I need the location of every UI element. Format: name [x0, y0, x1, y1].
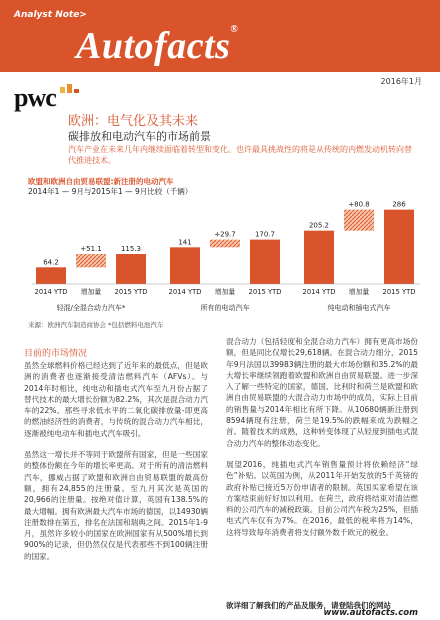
bar-increase	[76, 254, 106, 267]
bar	[250, 240, 280, 284]
bar	[116, 254, 146, 284]
tick-label: 2015 YTD	[248, 288, 282, 296]
publish-date: 2016年1月	[380, 77, 422, 86]
tick-label: 2015 YTD	[114, 288, 148, 296]
brand-underline	[168, 70, 418, 72]
banner-corner	[0, 56, 60, 72]
data-label: 170.7	[254, 230, 276, 239]
chart-subtitle: 2014年1 — 9月与2015年1 — 9月比较（千辆）	[28, 187, 193, 196]
tick-label: 增加量	[214, 288, 236, 296]
bar-increase	[210, 240, 240, 248]
article-subtitle: 碳排放和电动汽车的市场前景	[68, 130, 211, 143]
data-label: 64.2	[43, 258, 59, 267]
bar	[170, 247, 200, 284]
left-column	[24, 360, 208, 572]
group-label: 轻混/全混合动力汽车*	[56, 304, 126, 312]
tick-label: 2014 YTD	[302, 288, 336, 296]
tick-label: 2015 YTD	[382, 288, 416, 296]
bar	[304, 231, 334, 284]
data-label: +80.8	[348, 200, 370, 209]
paragraph: 虽然全球燃料价格已经达到了近年来的最低点，但是欧洲的消费者也逐渐接受清洁燃料汽车（AFVs）。与2014年时相比，纯电动和插电式汽车至九月份占据了替代技术的最大增长份额为82.2%，其次是混合动力汽车的22%。那些寻求低水平的二氧化碳排放量-即更高的燃油经济性的消费者，与传统的混合动力汽车相比，逐渐被纯电动车和插电式汽车吸引。	[24, 361, 208, 438]
analyst-note-label: Analyst Note>	[14, 10, 87, 20]
group-label: 所有的电动汽车	[200, 304, 250, 312]
tick-label: 2014 YTD	[168, 288, 202, 296]
tick-label: 增加量	[80, 288, 102, 296]
bar	[36, 267, 66, 284]
brand-title: Autofacts®	[76, 24, 239, 67]
footer-cta: 欲详细了解我们的产品及服务，请登陆我们的网站	[226, 601, 391, 610]
bar-chart	[24, 196, 420, 318]
data-label: 115.3	[120, 245, 142, 254]
tick-label: 增加量	[348, 288, 370, 296]
group-label: 纯电动和插电式汽车	[327, 304, 391, 312]
section-heading: 目前的市场情况	[24, 349, 88, 359]
chart-title: 欧盟和欧洲自由贸易联盟:新注册的电动汽车	[28, 177, 174, 186]
data-label: +29.7	[214, 230, 236, 239]
pwc-logo-mark	[60, 74, 81, 93]
data-label: +51.1	[80, 245, 102, 254]
bar-increase	[344, 210, 374, 231]
data-label: 205.2	[308, 221, 330, 230]
pwc-logo: pwc	[14, 83, 56, 112]
paragraph: 虽然这一增长并不等同于欧盟所有国家，但是一些国家的整体份额在今年的增长率更高。对于所有的清洁燃料汽车，挪威占据了欧盟和欧洲自由贸易联盟的最高份额，拥有24,855的注册量。至九月其次是英国的20,966的注册量。按绝对值计算，英国有138.5%的最大增幅。拥有欧洲最大汽车市场的德国，以14930辆注册数排在第五，排名在法国和瑞典之间。2015年1-9月，虽然许多较小的国家在欧洲国家有从500%增长到900%的记录，但仍然仅仅是代表那些不到100辆注册的国家。	[24, 450, 208, 561]
data-label: 286	[392, 200, 406, 209]
bar	[384, 210, 414, 284]
tick-label: 2014 YTD	[34, 288, 68, 296]
chart-source: 来源：欧洲汽车制造商协会 *包括燃料电池汽车	[28, 321, 164, 329]
right-column	[226, 336, 418, 548]
article-title: 欧洲：电气化及其未来	[68, 114, 199, 129]
data-label: 141	[178, 238, 192, 247]
paragraph: 展望2016，纯插电式汽车销售量预计将依赖经济“绿色”补贴。以英国为例，从2011年开始发放的5千英镑的政府补贴已接近5万份申请者的限制。英国买家希望在该方案结束前好好加以利用。在荷兰，政府将结束对清洁燃料的公司汽车的减税政策。目前公司汽车税为25%，但插电式汽车仅有为7%。在2016，最低的税率将为14%，这将导致每年消费者将支付额外数千欧元的税金。	[226, 459, 418, 537]
article-intro: 汽车产业在未来几年内继续面临着转型和变化。也许最具挑战性的将是从传统的内燃发动机转向替代推进技术。	[68, 145, 412, 165]
footer-url[interactable]: www.autofacts.com	[323, 608, 418, 618]
paragraph: 混合动力（包括轻度和全混合动力汽车）拥有更高市场份额，但是同比仅增长29,618辆。在混合动力细分，2015年9月法国以39983辆注册的最大市场份额和35.2%的最大增长率继续领跑着欧盟和欧洲自由贸易联盟。进一步深入了解一些特定的国家，德国、比利时和荷兰是欧盟和欧洲自由贸易联盟的大混合动力市场中的成员，实际上目前的销售量与2014年相比有所下降。从10680辆新注册到8594辆现有注册，荷兰是19.5%的跌幅来成为跌幅之首。随着技术的成熟，这种转变体现了从轻度到插电式混合动力汽车的整体动态变化。	[226, 337, 418, 448]
